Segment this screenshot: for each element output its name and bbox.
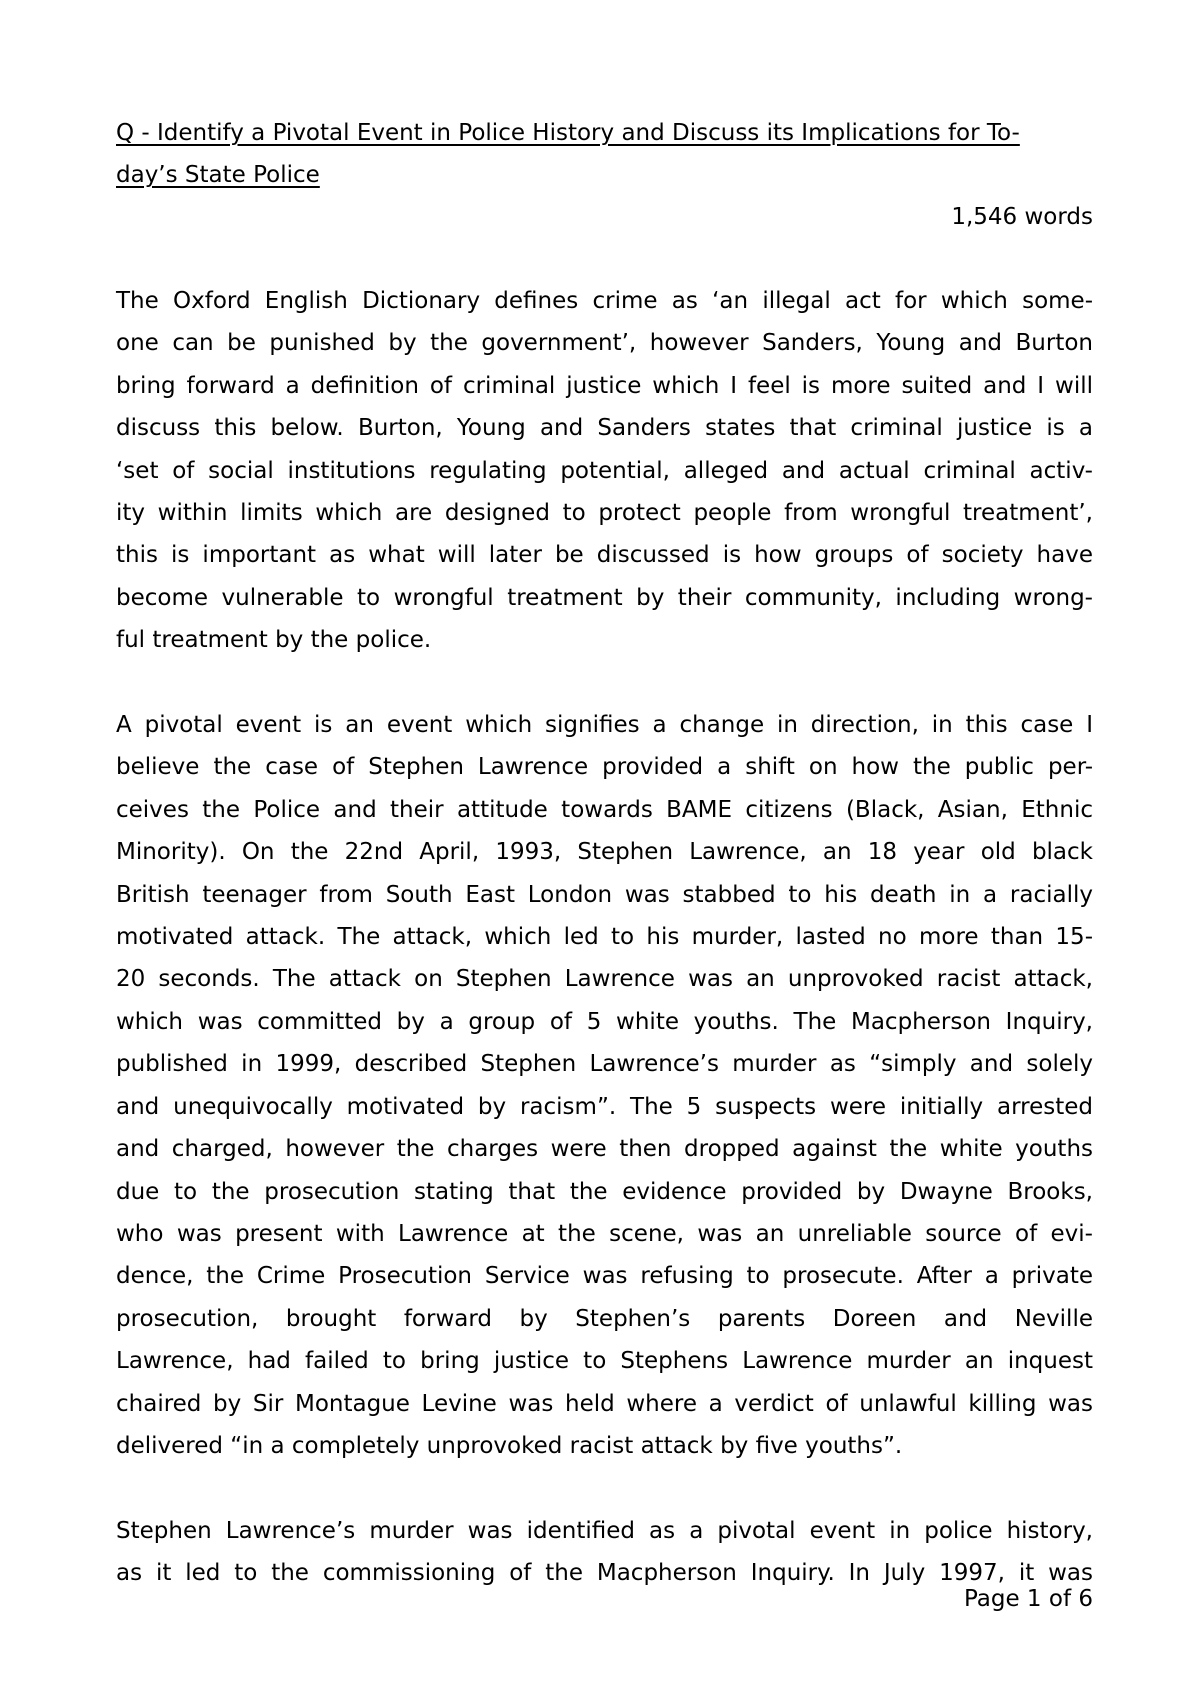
paragraph-line: ity within limits which are designed to protect people from wrongful treatment’, <box>116 500 1093 527</box>
paragraph-line: A pivotal event is an event which signifies a change in direction, in this case I <box>116 712 1093 739</box>
paragraph-line: and unequivocally motivated by racism”. The 5 suspects were initially arrested <box>116 1093 1093 1120</box>
paragraph-line: prosecution, brought forward by Stephen’s parents Doreen and Neville <box>116 1305 1093 1332</box>
paragraph-line: ‘set of social institutions regulating potential, alleged and actual criminal activ- <box>116 457 1093 484</box>
paragraph-line: believe the case of Stephen Lawrence provided a shift on how the public per- <box>116 754 1093 781</box>
paragraph-line: this is important as what will later be discussed is how groups of society have <box>116 542 1093 569</box>
paragraph-line: Stephen Lawrence’s murder was identified as a pivotal event in police history, <box>116 1517 1093 1544</box>
paragraph-line: dence, the Crime Prosecution Service was refusing to prosecute. After a private <box>116 1263 1093 1290</box>
paragraph-line: ful treatment by the police. <box>116 627 432 654</box>
paragraph-spacer <box>116 1467 1093 1509</box>
paragraph-line: who was present with Lawrence at the scene, was an unreliable source of evi- <box>116 1220 1093 1247</box>
paragraph-line: The Oxford English Dictionary defines crime as ‘an illegal act for which some- <box>116 288 1093 314</box>
paragraph-1 <box>116 280 1093 662</box>
essay-title-line-2: day’s State Police <box>116 162 320 188</box>
essay-title-line-1: Q - Identify a Pivotal Event in Police History and Discuss its Implications for To- <box>116 120 1020 146</box>
page-number: Page 1 of 6 <box>963 1586 1093 1612</box>
paragraph-line: as it led to the commissioning of the Macpherson Inquiry. In July 1997, it was <box>116 1560 1093 1587</box>
paragraph-line: and charged, however the charges were then dropped against the white youths <box>116 1136 1093 1163</box>
paragraph-2 <box>116 704 1093 1467</box>
paragraph-line: chaired by Sir Montague Levine was held where a verdict of unlawful killing was <box>116 1390 1093 1417</box>
paragraph-line: which was committed by a group of 5 white youths. The Macpherson Inquiry, <box>116 1008 1093 1035</box>
paragraph-line: Lawrence, had failed to bring justice to Stephens Lawrence murder an inquest <box>116 1348 1093 1375</box>
word-count: 1,546 words <box>951 204 1093 230</box>
paragraph-line: one can be punished by the government’, however Sanders, Young and Burton <box>116 330 1093 357</box>
paragraph-3 <box>116 1510 1093 1595</box>
paragraph-line: due to the prosecution stating that the evidence provided by Dwayne Brooks, <box>116 1178 1093 1205</box>
paragraph-line: Minority). On the 22nd April, 1993, Stephen Lawrence, an 18 year old black <box>116 839 1093 866</box>
paragraph-line: 20 seconds. The attack on Stephen Lawrence was an unprovoked racist attack, <box>116 966 1093 993</box>
paragraph-line: published in 1999, described Stephen Lawrence’s murder as “simply and solely <box>116 1051 1093 1078</box>
paragraph-spacer <box>116 662 1093 704</box>
paragraph-line: ceives the Police and their attitude towards BAME citizens (Black, Asian, Ethnic <box>116 796 1093 823</box>
paragraph-line: British teenager from South East London was stabbed to his death in a racially <box>116 881 1093 908</box>
document-page <box>116 112 1093 1595</box>
paragraph-line: discuss this below. Burton, Young and Sanders states that criminal justice is a <box>116 415 1093 442</box>
paragraph-line: delivered “in a completely unprovoked racist attack by five youths”. <box>116 1432 903 1459</box>
paragraph-line: bring forward a definition of criminal justice which I feel is more suited and I will <box>116 372 1093 399</box>
paragraph-line: become vulnerable to wrongful treatment by their community, including wrong- <box>116 584 1093 611</box>
paragraph-line: motivated attack. The attack, which led to his murder, lasted no more than 15- <box>116 924 1093 951</box>
